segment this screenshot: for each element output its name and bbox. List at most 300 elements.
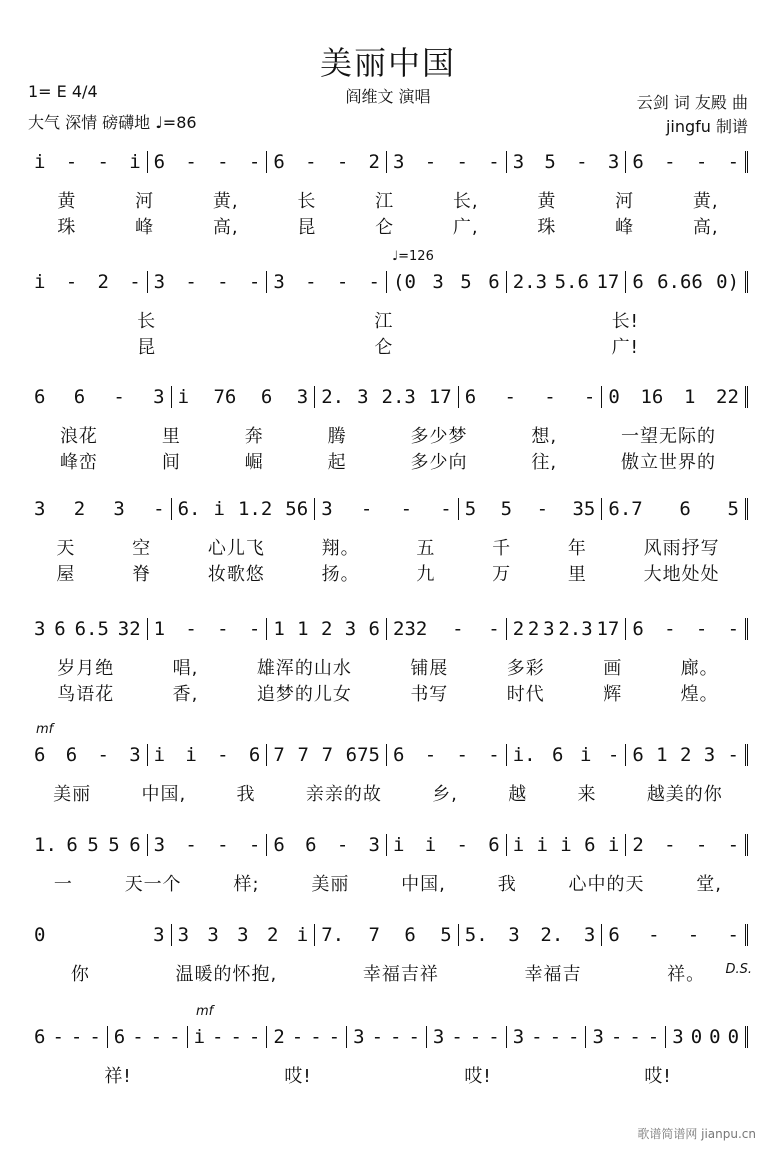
note: 6	[248, 744, 261, 766]
measure	[506, 151, 626, 173]
lyric-word: 追梦的儿女	[256, 684, 352, 705]
note: -	[248, 1026, 261, 1048]
lyric-word: 万	[492, 564, 512, 585]
note: 6	[73, 386, 86, 408]
measure	[625, 151, 748, 173]
note: -	[536, 498, 549, 520]
note: -	[212, 1026, 224, 1048]
note: 6	[679, 498, 691, 520]
lyric-word: 腾	[327, 426, 347, 447]
note: -	[310, 1026, 322, 1048]
note: -	[610, 1026, 623, 1048]
measure	[625, 618, 748, 640]
lyric-word: 仑	[374, 337, 394, 358]
lyric-word: 天一个	[124, 874, 182, 895]
lyric-line	[28, 560, 748, 586]
lyric-word: 我	[497, 874, 517, 895]
dal-segno-marking: D.S.	[725, 962, 752, 977]
lyric-word: 广,	[452, 217, 479, 238]
lyric-word: 一望无际的	[621, 426, 717, 447]
note: -	[217, 834, 229, 856]
measure	[386, 151, 506, 173]
lyric-word: 高,	[692, 217, 719, 238]
lyric-word: 哎!	[464, 1066, 492, 1087]
note: -	[291, 1026, 304, 1048]
note: 6	[632, 271, 644, 293]
lyric-word: 间	[161, 452, 181, 473]
note: 6	[113, 1026, 126, 1048]
note: 6	[66, 834, 78, 856]
note: -	[488, 151, 500, 173]
measure	[28, 271, 147, 293]
note: -	[217, 151, 229, 173]
note: 1	[153, 618, 166, 640]
measure	[506, 834, 626, 856]
measure	[147, 834, 267, 856]
lyric-word: 一	[53, 874, 73, 895]
note: 232	[393, 618, 428, 640]
note: 5	[108, 834, 120, 856]
note: 2	[73, 498, 86, 520]
note: -	[531, 1026, 543, 1048]
transcriber-credit: jingfu 制谱	[665, 117, 748, 136]
note: 22	[716, 386, 739, 408]
lyric-word: 里	[567, 564, 587, 585]
measure	[266, 744, 386, 766]
measure	[506, 618, 626, 640]
note: -	[169, 1026, 181, 1048]
lyric-word: 乡,	[432, 784, 458, 805]
note: 6.5	[74, 618, 109, 640]
lyric-word: 美丽	[53, 784, 92, 805]
lyric-word: 来	[577, 784, 597, 805]
note: 2	[512, 618, 525, 640]
note: 3	[393, 151, 405, 173]
lyric-word: 长,	[452, 191, 479, 212]
note: 7	[368, 924, 380, 946]
measure	[426, 1026, 506, 1048]
measure	[28, 618, 147, 640]
lyric-word: 煌。	[680, 684, 719, 705]
measure	[147, 271, 267, 293]
note: -	[248, 151, 261, 173]
note: 3	[344, 618, 357, 640]
note: 2	[679, 744, 692, 766]
note: 6	[153, 151, 166, 173]
lyric-word: 浪花	[59, 426, 98, 447]
note: 2.3	[512, 271, 548, 293]
lyric-word: 河	[135, 191, 155, 212]
note: 0)	[716, 271, 740, 293]
note: 17	[596, 271, 620, 293]
lyric-word: 黄,	[692, 191, 719, 212]
note: 6.	[177, 498, 201, 520]
note-line	[28, 1020, 748, 1054]
note: i	[607, 834, 620, 856]
measure	[506, 744, 626, 766]
note: -	[727, 618, 740, 640]
measure	[266, 834, 386, 856]
note: -	[52, 1026, 64, 1048]
lyric-word: 越美的你	[646, 784, 723, 805]
note: 7.	[321, 924, 345, 946]
note: 3	[207, 924, 219, 946]
lyric-word: 美丽	[311, 874, 350, 895]
note: -	[336, 834, 349, 856]
lyric-word: 心中的天	[568, 874, 645, 895]
lyric-word: 风雨抒写	[643, 538, 720, 559]
lyric-word: 越	[508, 784, 528, 805]
lyric-word: 珠	[537, 217, 557, 238]
note: -	[305, 151, 317, 173]
lyric-word: 峰	[135, 217, 155, 238]
lyric-word: 天	[56, 538, 76, 559]
measure	[601, 924, 748, 946]
note: -	[727, 924, 739, 946]
note: -	[544, 386, 556, 408]
lyric-line	[28, 213, 748, 239]
note: 6	[305, 834, 317, 856]
lyric-line	[28, 780, 748, 806]
note: -	[648, 924, 660, 946]
note: 32	[117, 618, 141, 640]
note: 6	[129, 834, 141, 856]
note: -	[456, 834, 468, 856]
note-line	[28, 612, 748, 646]
lyric-word: 江	[374, 311, 394, 332]
lyric-word: 起	[327, 452, 347, 473]
measure	[171, 386, 315, 408]
note: (0	[393, 271, 416, 293]
note-line	[28, 738, 748, 772]
lyric-word: 往,	[531, 452, 558, 473]
lyric-word: 广!	[611, 337, 639, 358]
note: -	[451, 1026, 463, 1048]
note: 5.	[464, 924, 488, 946]
note: -	[488, 618, 500, 640]
note: -	[664, 151, 676, 173]
note: 3	[512, 1026, 525, 1048]
note: 6	[404, 924, 416, 946]
note: -	[664, 834, 676, 856]
note: 5	[500, 498, 513, 520]
note: -	[727, 834, 740, 856]
note: 7	[321, 744, 334, 766]
note: -	[400, 498, 413, 520]
lyric-word: 黄	[537, 191, 557, 212]
note: 35	[572, 498, 596, 520]
measure	[314, 498, 458, 520]
note-line	[28, 380, 748, 414]
note: 1	[273, 618, 285, 640]
measure	[266, 271, 386, 293]
note: 5.6	[554, 271, 589, 293]
lyric-line	[28, 654, 748, 680]
dynamic-marking: mf	[196, 1004, 214, 1019]
lyric-line	[28, 1062, 748, 1088]
note: 16	[640, 386, 664, 408]
note: -	[576, 151, 588, 173]
note: 3	[177, 924, 190, 946]
measure	[458, 924, 602, 946]
note: i	[34, 271, 46, 293]
note: -	[424, 744, 437, 766]
lyric-word: 唱,	[172, 658, 199, 679]
measure	[171, 924, 315, 946]
note: i.	[512, 744, 536, 766]
lyric-word: 中国,	[401, 874, 446, 895]
singer-credit: 阎维文 演唱	[345, 87, 431, 106]
lyric-word: 样;	[233, 874, 260, 895]
note: -	[504, 386, 516, 408]
note: 6	[488, 271, 500, 293]
note: -	[129, 271, 141, 293]
note: 17	[596, 618, 620, 640]
note: 3	[508, 924, 520, 946]
note: i	[536, 834, 548, 856]
lyric-word: 空	[132, 538, 152, 559]
lyric-word: 辉	[603, 684, 623, 705]
measure	[147, 151, 267, 173]
note: 2.3	[558, 618, 593, 640]
note-line	[28, 145, 748, 179]
measure	[625, 744, 748, 766]
note-line	[28, 828, 748, 862]
note: 6	[34, 744, 46, 766]
note: 1.2	[237, 498, 273, 520]
measure	[28, 834, 147, 856]
note: i	[424, 834, 437, 856]
note: i	[560, 834, 572, 856]
note: -	[217, 271, 229, 293]
measure	[107, 1026, 187, 1048]
note: 56	[285, 498, 309, 520]
composer-credit: 云剑 词 友殿 曲	[636, 93, 748, 112]
note: 2	[632, 834, 644, 856]
note: i	[185, 744, 197, 766]
note: -	[452, 618, 464, 640]
note: 2	[527, 618, 540, 640]
lyric-word: 长!	[611, 311, 639, 332]
note: 0	[727, 1026, 740, 1048]
lyric-line	[28, 307, 748, 333]
note: 6	[273, 834, 285, 856]
lyric-line	[28, 448, 748, 474]
lyric-word: 仑	[375, 217, 395, 238]
lyric-word: 崛	[244, 452, 264, 473]
note: 3	[368, 834, 380, 856]
note: 17	[428, 386, 452, 408]
lyric-word: 心儿飞	[207, 538, 265, 559]
note: 675	[345, 744, 380, 766]
note: -	[549, 1026, 562, 1048]
note: 1	[297, 618, 309, 640]
note: -	[248, 618, 261, 640]
measure	[386, 618, 506, 640]
watermark: 歌谱简谱网 jianpu.cn	[637, 1127, 756, 1141]
measure	[28, 498, 171, 520]
note: -	[647, 1026, 660, 1048]
lyric-word: 五	[416, 538, 436, 559]
note: 6.66	[657, 271, 703, 293]
lyric-line	[28, 333, 748, 359]
lyric-word: 脊	[132, 564, 152, 585]
note: 3	[153, 386, 165, 408]
note: -	[488, 744, 500, 766]
note: -	[248, 834, 261, 856]
measure	[665, 1026, 748, 1048]
lyric-word: 峰	[615, 217, 635, 238]
measure	[506, 271, 626, 293]
note: 6	[34, 386, 46, 408]
lyric-word: 河	[615, 191, 635, 212]
lyric-word: 祥!	[104, 1066, 132, 1087]
note: 6	[34, 1026, 46, 1048]
lyric-word: 幸福吉	[524, 964, 582, 985]
lyric-word: 想,	[531, 426, 558, 447]
note: 5	[87, 834, 99, 856]
note: -	[664, 618, 676, 640]
song-title: 美丽中国	[319, 44, 456, 82]
note: 3	[153, 924, 165, 946]
note: -	[360, 498, 373, 520]
note: -	[583, 386, 596, 408]
measure	[314, 386, 458, 408]
note: -	[336, 271, 349, 293]
note: 3	[353, 1026, 365, 1048]
note: 2	[97, 271, 109, 293]
lyric-word: 雄浑的山水	[256, 658, 352, 679]
note: -	[185, 618, 197, 640]
note: 3	[432, 271, 444, 293]
note: 0	[690, 1026, 703, 1048]
lyric-word: 年	[567, 538, 587, 559]
lyric-word: 黄	[57, 191, 77, 212]
note-line	[28, 265, 748, 299]
measure	[28, 386, 171, 408]
lyric-word: 温暖的怀抱,	[175, 964, 278, 985]
note: 6.7	[608, 498, 643, 520]
note: -	[217, 744, 229, 766]
lyric-word: 江	[375, 191, 395, 212]
measure	[386, 271, 506, 293]
note: -	[629, 1026, 641, 1048]
note: 1	[683, 386, 696, 408]
note: 6	[552, 744, 564, 766]
note: 6	[584, 834, 596, 856]
lyric-line	[28, 680, 748, 706]
lyric-word: 珠	[57, 217, 77, 238]
note: i	[193, 1026, 206, 1048]
lyric-word: 扬。	[321, 564, 360, 585]
note: -	[217, 618, 229, 640]
note: i	[512, 834, 525, 856]
lyric-word: 时代	[506, 684, 545, 705]
lyric-word: 里	[161, 426, 181, 447]
note: -	[150, 1026, 163, 1048]
measure	[458, 386, 602, 408]
note: 5	[460, 271, 472, 293]
lyric-word: 中国,	[141, 784, 187, 805]
lyric-word: 铺展	[410, 658, 449, 679]
note: 2.	[540, 924, 564, 946]
note: 5	[727, 498, 739, 520]
measure	[386, 834, 506, 856]
note: -	[456, 151, 468, 173]
note: 6	[464, 386, 477, 408]
lyric-word: 香,	[172, 684, 199, 705]
note: -	[456, 744, 468, 766]
measure	[506, 1026, 586, 1048]
note: 0	[34, 924, 46, 946]
note: -	[153, 498, 165, 520]
note: 3	[543, 618, 555, 640]
lyric-line	[28, 534, 748, 560]
note: -	[695, 151, 708, 173]
lyric-line	[28, 870, 748, 896]
note: 3	[357, 386, 369, 408]
lyric-word: 峰峦	[59, 452, 98, 473]
note: 6	[632, 618, 644, 640]
lyric-word: 书写	[410, 684, 449, 705]
lyric-word: 长	[297, 191, 317, 212]
note: 2.	[321, 386, 345, 408]
note: 6	[632, 744, 644, 766]
measure	[314, 924, 458, 946]
measure	[266, 618, 386, 640]
lyric-word: 多少向	[410, 452, 468, 473]
note: i	[296, 924, 309, 946]
note: 3	[153, 834, 166, 856]
note: 3	[273, 271, 285, 293]
measure	[585, 1026, 665, 1048]
note: -	[97, 744, 109, 766]
note: -	[132, 1026, 144, 1048]
note: -	[89, 1026, 101, 1048]
note: 3	[34, 498, 46, 520]
lyric-word: 屋	[56, 564, 76, 585]
measure	[386, 744, 506, 766]
measure	[601, 498, 748, 520]
note: -	[607, 744, 620, 766]
lyric-word: 九	[416, 564, 436, 585]
note: -	[113, 386, 125, 408]
note: 2	[368, 151, 380, 173]
note: 6	[260, 386, 273, 408]
note: 3	[129, 744, 141, 766]
note: -	[568, 1026, 580, 1048]
note: 6	[393, 744, 405, 766]
lyric-word: 昆	[297, 217, 317, 238]
note: -	[695, 834, 708, 856]
measure	[346, 1026, 426, 1048]
note: 6	[632, 151, 644, 173]
measure	[171, 498, 315, 520]
key-signature: 1= E 4/4	[28, 82, 98, 101]
note: 7	[297, 744, 309, 766]
note: 6	[488, 834, 500, 856]
lyric-word: 亲亲的故	[305, 784, 382, 805]
lyric-word: 黄,	[212, 191, 239, 212]
lyric-word: 廊。	[680, 658, 719, 679]
lyric-word: 多彩	[506, 658, 545, 679]
tempo-change: ♩=126	[392, 249, 434, 264]
lyric-word: 多少梦	[410, 426, 468, 447]
note: 5	[464, 498, 477, 520]
note: 5	[544, 151, 556, 173]
note: 0	[709, 1026, 721, 1048]
note: -	[185, 271, 197, 293]
